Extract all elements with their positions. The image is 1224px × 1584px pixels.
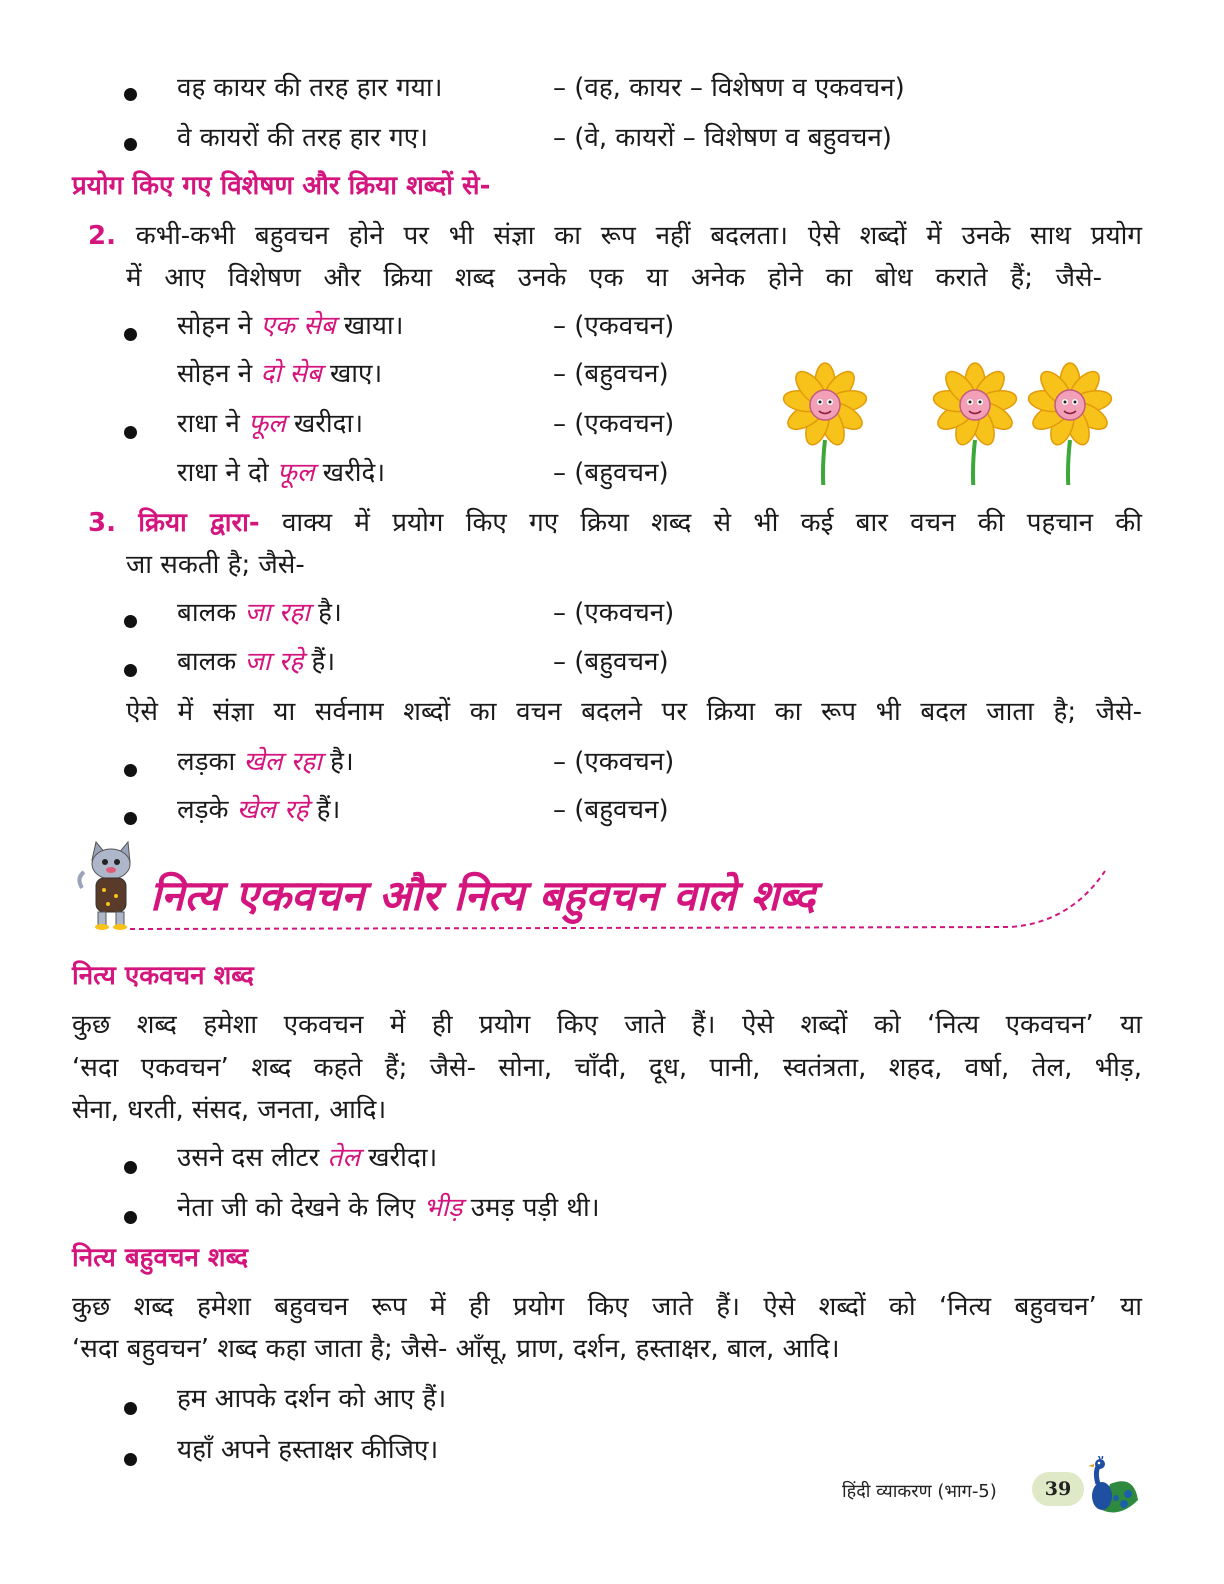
highlight-word: जा रहा xyxy=(244,598,310,628)
highlight-word: भीड़ xyxy=(423,1193,463,1223)
example-sentence: राधा ने दो फूल खरीदे। xyxy=(177,458,386,488)
section-heading: नित्य बहुवचन शब्द xyxy=(72,1243,249,1273)
page-number: 39 xyxy=(1044,1478,1072,1500)
bullet xyxy=(124,328,137,341)
point-text: वाक्य में प्रयोग किए गए क्रिया शब्द से भी कई बार वचन की पहचान की xyxy=(259,508,1142,538)
paragraph-line xyxy=(88,218,1142,254)
example-sentence: उसने दस लीटर तेल खरीदा। xyxy=(177,1143,438,1173)
example-note: – (बहुवचन) xyxy=(553,795,669,825)
highlight-word: दो सेब xyxy=(260,359,322,389)
paragraph-line: में आए विशेषण और क्रिया शब्द उनके एक या अनेक होने का बोध कराते हैं; जैसे- xyxy=(126,263,1102,293)
peacock-icon xyxy=(1080,1456,1140,1518)
bullet xyxy=(124,1402,137,1415)
footer-book-title: हिंदी व्याकरण (भाग-5) xyxy=(842,1481,997,1502)
bullet xyxy=(124,812,137,825)
section-heading: प्रयोग किए गए विशेषण और क्रिया शब्दों से- xyxy=(72,171,491,201)
example-sentence: राधा ने फूल खरीदा। xyxy=(177,409,364,439)
paragraph-line: ऐसे में संज्ञा या सर्वनाम शब्दों का वचन बदलने पर क्रिया का रूप भी बदल जाता है; जैसे- xyxy=(126,697,1142,727)
example-note: – (वह, कायर – विशेषण व एकवचन) xyxy=(553,73,905,103)
point-title: क्रिया द्वारा- xyxy=(138,508,260,538)
highlight-word: एक सेब xyxy=(260,311,336,341)
bullet xyxy=(124,1161,137,1174)
example-note: – (एकवचन) xyxy=(553,598,675,628)
example-sentence: नेता जी को देखने के लिए भीड़ उमड़ पड़ी थी। xyxy=(177,1193,600,1223)
banner-title: नित्य एकवचन और नित्य बहुवचन वाले शब्द xyxy=(150,871,816,920)
section-heading: नित्य एकवचन शब्द xyxy=(72,961,254,991)
example-note: – (एकवचन) xyxy=(553,311,675,341)
example-sentence: लड़के खेल रहे हैं। xyxy=(177,795,341,825)
paragraph-line: ‘सदा एकवचन’ शब्द कहते हैं; जैसे- सोना, चाँदी, दूध, पानी, स्वतंत्रता, शहद, वर्षा, तेल, भीड़, xyxy=(72,1053,1142,1083)
example-sentence: बालक जा रहा है। xyxy=(177,598,342,628)
flower-icon xyxy=(782,363,868,485)
example-note: – (बहुवचन) xyxy=(553,647,669,677)
paragraph-line: कुछ शब्द हमेशा बहुवचन रूप में ही प्रयोग किए जाते हैं। ऐसे शब्दों को ‘नित्य बहुवचन’ या xyxy=(72,1292,1142,1322)
flower-icon xyxy=(1027,363,1113,485)
point-number: 2. xyxy=(88,221,116,251)
paragraph-line: ‘सदा बहुवचन’ शब्द कहा जाता है; जैसे- आँसू, प्राण, दर्शन, हस्ताक्षर, बाल, आदि। xyxy=(72,1334,840,1364)
highlight-word: जा रहे xyxy=(244,647,304,677)
banner-dashed-line xyxy=(130,865,1110,935)
paragraph-line xyxy=(88,505,1142,541)
paragraph-line: जा सकती है; जैसे- xyxy=(126,550,305,580)
example-note: – (बहुवचन) xyxy=(553,458,669,488)
bullet xyxy=(124,426,137,439)
bullet xyxy=(124,764,137,777)
flower-icon xyxy=(932,363,1018,485)
highlight-word: फूल xyxy=(248,409,286,439)
example-sentence: वह कायर की तरह हार गया। xyxy=(177,73,443,103)
highlight-word: खेल रहे xyxy=(236,795,309,825)
example-note: – (एकवचन) xyxy=(553,409,675,439)
paragraph-line: कुछ शब्द हमेशा एकवचन में ही प्रयोग किए जाते हैं। ऐसे शब्दों को ‘नित्य एकवचन’ या xyxy=(72,1010,1142,1040)
example-note: – (एकवचन) xyxy=(553,747,675,777)
point-text: कभी-कभी बहुवचन होने पर भी संज्ञा का रूप नहीं बदलता। ऐसे शब्दों में उनके साथ प्रयोग xyxy=(135,221,1142,251)
example-sentence: सोहन ने दो सेब खाए। xyxy=(177,359,383,389)
bullet xyxy=(124,88,137,101)
example-note: – (बहुवचन) xyxy=(553,359,669,389)
bullet xyxy=(124,1211,137,1224)
page-number-badge xyxy=(1032,1472,1084,1506)
example-sentence: बालक जा रहे हैं। xyxy=(177,647,336,677)
point-number: 3. xyxy=(88,508,116,538)
highlight-word: तेल xyxy=(327,1143,360,1173)
paragraph-line: सेना, धरती, संसद, जनता, आदि। xyxy=(72,1095,387,1125)
flowers-illustration xyxy=(780,360,1120,485)
bullet xyxy=(124,664,137,677)
bullet xyxy=(124,138,137,151)
example-sentence: वे कायरों की तरह हार गए। xyxy=(177,123,428,153)
bullet xyxy=(124,615,137,628)
highlight-word: खेल रहा xyxy=(243,747,322,777)
example-sentence: लड़का खेल रहा है। xyxy=(177,747,354,777)
highlight-word: फूल xyxy=(276,458,315,488)
bullet xyxy=(124,1453,137,1466)
example-sentence: यहाँ अपने हस्ताक्षर कीजिए। xyxy=(177,1435,439,1465)
example-sentence: सोहन ने एक सेब खाया। xyxy=(177,311,404,341)
example-sentence: हम आपके दर्शन को आए हैं। xyxy=(177,1384,447,1414)
example-note: – (वे, कायरों – विशेषण व बहुवचन) xyxy=(553,123,892,153)
